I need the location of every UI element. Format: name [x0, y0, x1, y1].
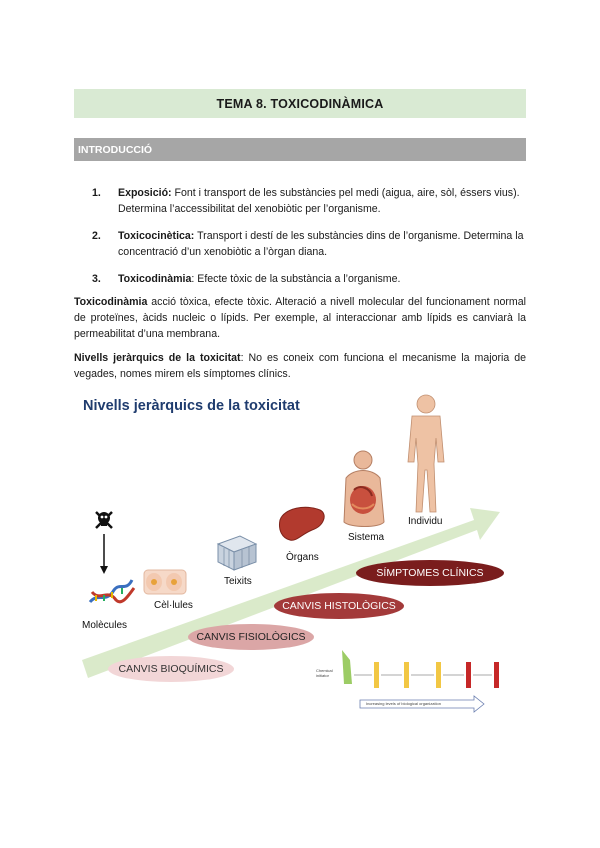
paragraph-toxicodynamics — [74, 294, 526, 342]
list-text: Font i transport de les substàncies pel medi (aigua, aire, sòl, éssers vius). Determina l’accessibilitat del xenobiòtic per l’organisme. — [118, 187, 520, 215]
inset-arrow-label: Increasing levels of biological organization — [366, 701, 441, 706]
label-cells: Cèl·lules — [154, 600, 193, 611]
list-term: Toxicocinètica: — [118, 230, 195, 242]
effect-physiological: CANVIS FISIOLÒGICS — [188, 624, 314, 650]
page-title: TEMA 8. TOXICODINÀMICA — [216, 96, 384, 111]
paragraph-term: Toxicodinàmia — [74, 296, 148, 308]
inset-chemical-label: Chemical initiator — [316, 668, 333, 678]
list-number: 1. — [92, 187, 101, 199]
label-molecules: Molècules — [82, 620, 128, 631]
list-text: : Efecte tòxic de la substància a l’organisme. — [191, 273, 401, 285]
figure-title: Nivells jeràrquics de la toxicitat — [83, 398, 300, 414]
liver-icon — [279, 507, 324, 540]
human-figure-icon — [408, 395, 444, 512]
page-title-band — [74, 89, 526, 118]
paragraph-hierarchy — [74, 350, 526, 382]
effect-biochemical: CANVIS BIOQUÍMICS — [108, 656, 234, 682]
list-term: Toxicodinàmia — [118, 273, 192, 285]
section-title: INTRODUCCIÓ — [78, 143, 153, 156]
digestive-system-icon — [344, 451, 384, 527]
cells-icon — [144, 570, 186, 594]
list-number: 2. — [92, 230, 101, 242]
label-organs: Òrgans — [286, 552, 319, 563]
list-item — [74, 228, 526, 260]
tissue-icon — [218, 536, 256, 570]
effect-histological: CANVIS HISTOLÒGICS — [274, 593, 404, 619]
toxicity-levels-figure — [74, 392, 526, 732]
list-term: Exposició: — [118, 187, 172, 199]
dna-icon — [90, 580, 134, 602]
skull-icon — [96, 512, 112, 528]
definitions-list — [74, 185, 526, 298]
label-system: Sistema — [348, 532, 385, 543]
label-individual: Individu — [408, 516, 443, 527]
list-item — [74, 185, 526, 217]
list-number: 3. — [92, 273, 101, 285]
paragraph-text: acció tòxica, efecte tòxic. Alteració a nivell molecular del funcionament normal de proteïnes, àcids nucleic o lípids. Per exemple, al interaccionar amb lípids es canviarà la permeabilitat d’una membrana. — [74, 296, 526, 340]
section-header — [74, 138, 526, 161]
effect-clinical: SÍMPTOMES CLÍNICS — [356, 560, 504, 586]
paragraph-term: Nivells jeràrquics de la toxicitat — [74, 352, 241, 364]
list-text: Transport i destí de les substàncies dins de l’organisme. Determina la concentració d’un xenobiòtic a l’òrgan diana. — [118, 230, 524, 258]
paragraph-text: : No es coneix com funciona el mecanisme la majoria de vegades, nomes mirem els símptomes clínics. — [74, 352, 527, 380]
list-item — [74, 271, 526, 287]
label-tissues: Teixits — [224, 576, 252, 587]
